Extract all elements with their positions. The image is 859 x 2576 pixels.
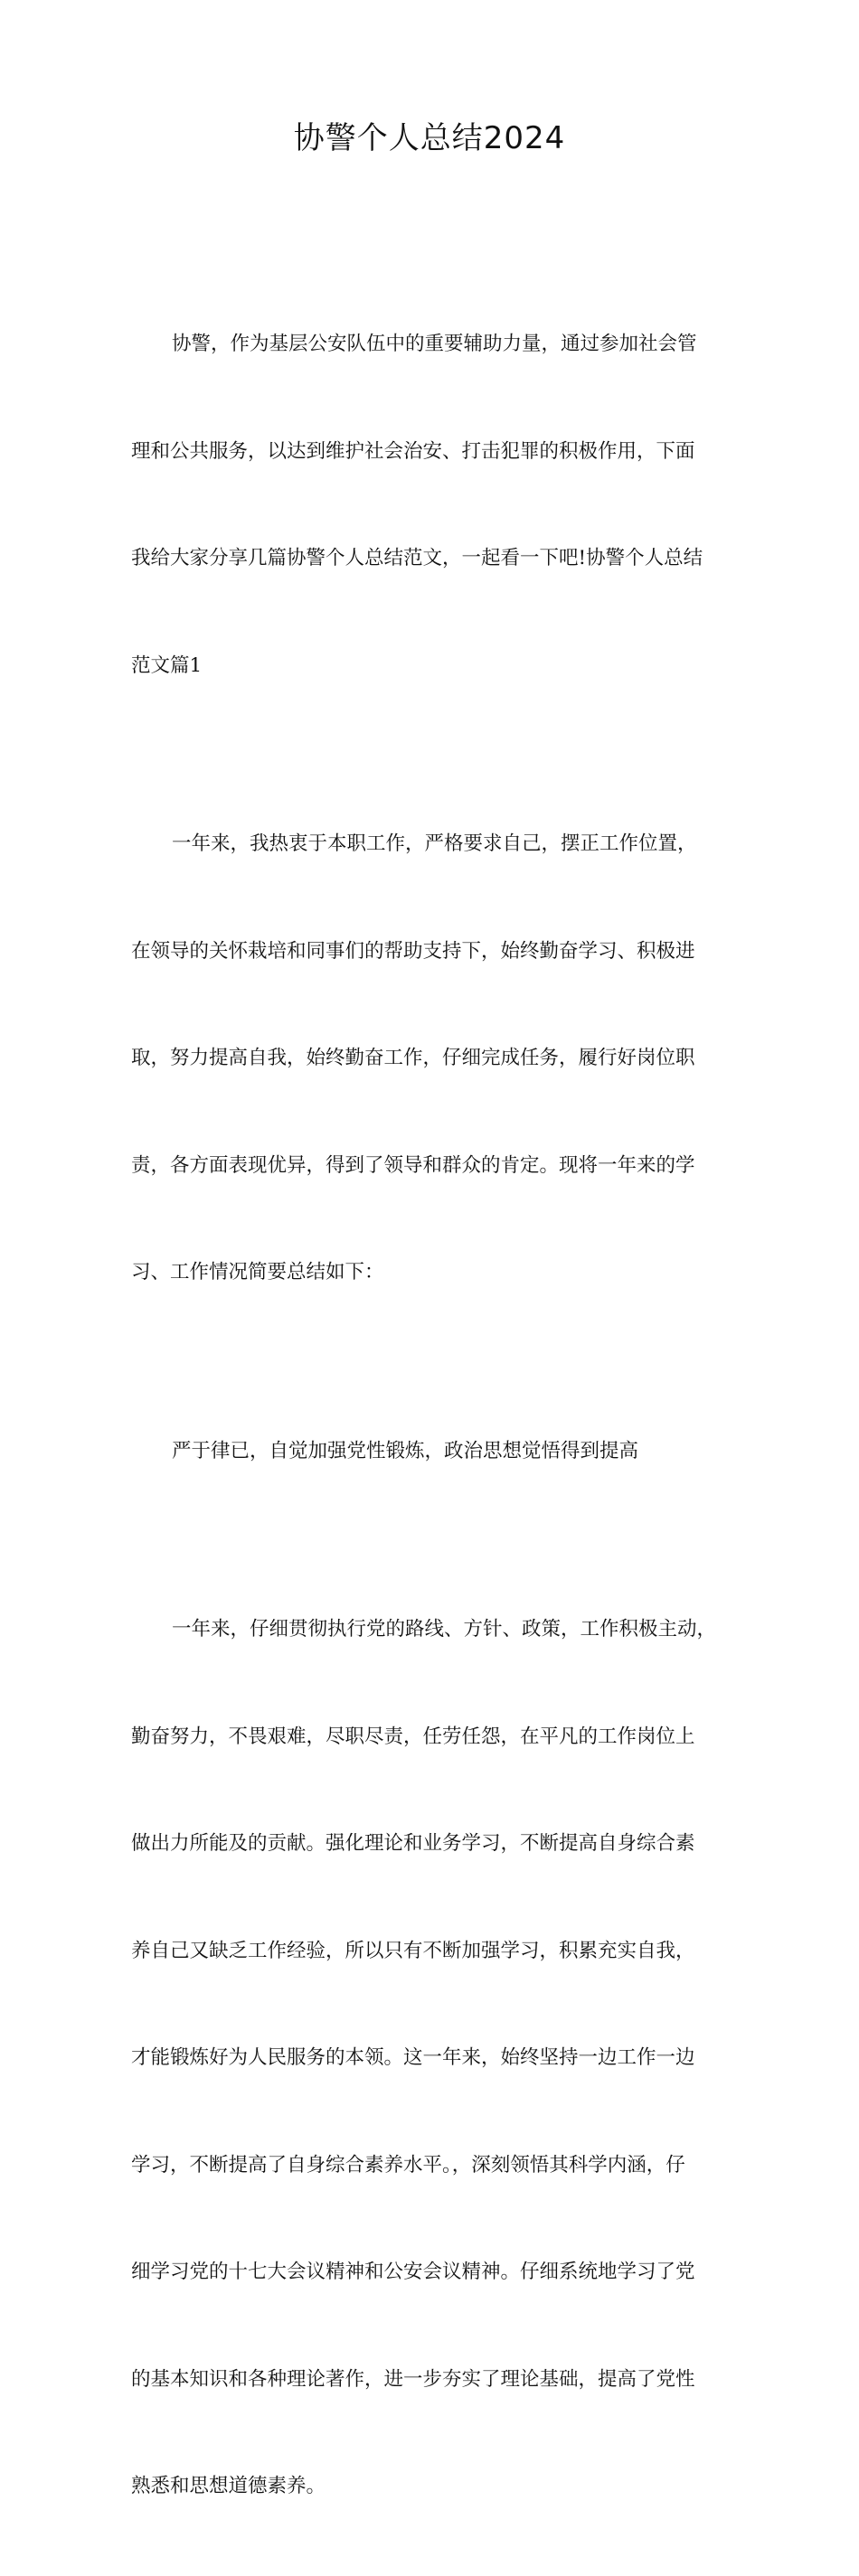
- text-line: 一年来，我热衷于本职工作，严格要求自己，摆正工作位置，: [172, 832, 697, 855]
- text-line: 我给大家分享几篇协警个人总结范文，一起看一下吧!协警个人总结: [131, 547, 703, 569]
- text-line: 取，努力提高自我，始终勤奋工作，仔细完成任务，履行好岗位职: [131, 1047, 695, 1069]
- text-line: 范文篇1: [131, 653, 203, 677]
- paragraph-intro: [131, 255, 746, 755]
- text-line: 细学习党的十七大会议精神和公安会议精神。仔细系统地学习了党: [131, 2261, 695, 2283]
- text-line: 责，各方面表现优异，得到了领导和群众的肯定。现将一年来的学: [131, 1153, 695, 1177]
- section-heading: [131, 1362, 746, 1541]
- document-body: [131, 255, 746, 2576]
- text-line: 严于律已，自觉加强党性锻炼，政治思想觉悟得到提高: [172, 1439, 639, 1462]
- text-line: 在领导的关怀栽培和同事们的帮助支持下，始终勤奋学习、积极进: [131, 939, 695, 963]
- text-line: 养自己又缺乏工作经验，所以只有不断加强学习，积累充实自我，: [131, 1939, 695, 1962]
- text-line: 习、工作情况简要总结如下：: [131, 1261, 384, 1283]
- text-line: 的基本知识和各种理论著作，进一步夯实了理论基础，提高了党性: [131, 2367, 695, 2391]
- text-line: 理和公共服务，以达到维护社会治安、打击犯罪的积极作用，下面: [131, 439, 695, 463]
- text-line: 做出力所能及的贡献。强化理论和业务学习，不断提高自身综合素: [131, 1832, 695, 1855]
- text-line: 学习，不断提高了自身综合素养水平。，深刻领悟其科学内涵，仔: [131, 2153, 685, 2176]
- paragraph-study: [131, 1540, 746, 2576]
- document-title: 协警个人总结2024: [293, 120, 566, 156]
- text-line: 勤奋努力，不畏艰难，尽职尽责，任劳任怨，在平凡的工作岗位上: [131, 1725, 695, 1748]
- text-line: 熟悉和思想道德素养。: [131, 2475, 326, 2497]
- text-line: 一年来，仔细贯彻执行党的路线、方针、政策，工作积极主动，: [172, 1618, 717, 1641]
- text-line: 才能锻炼好为人民服务的本领。这一年来，始终坚持一边工作一边: [131, 2046, 695, 2069]
- text-line: 协警，作为基层公安队伍中的重要辅助力量，通过参加社会管: [172, 333, 697, 355]
- paragraph-overview: [131, 755, 746, 1362]
